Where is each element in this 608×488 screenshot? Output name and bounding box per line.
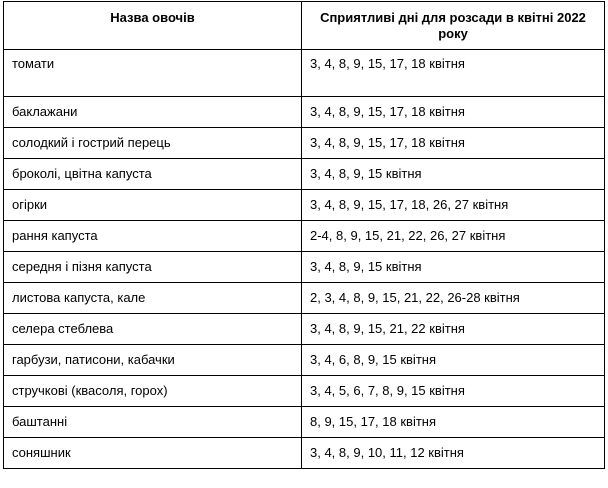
table-row — [4, 159, 605, 190]
header-vegetable-name: Назва овочів — [4, 2, 302, 50]
header-row — [4, 2, 605, 50]
days-cell: 3, 4, 8, 9, 15 квітня — [302, 252, 605, 283]
days-cell: 3, 4, 8, 9, 15, 17, 18 квітня — [302, 50, 605, 97]
days-cell: 2-4, 8, 9, 15, 21, 22, 26, 27 квітня — [302, 221, 605, 252]
vegetable-cell: соняшник — [4, 438, 302, 469]
header-favorable-days: Сприятливі дні для розсади в квітні 2022 року — [302, 2, 605, 50]
vegetable-cell: солодкий і гострий перець — [4, 128, 302, 159]
vegetable-cell: томати — [4, 50, 302, 97]
table-row — [4, 128, 605, 159]
table-row — [4, 314, 605, 345]
days-cell: 3, 4, 8, 9, 15 квітня — [302, 159, 605, 190]
days-cell: 3, 4, 8, 9, 15, 17, 18 квітня — [302, 128, 605, 159]
vegetable-cell: стручкові (квасоля, горох) — [4, 376, 302, 407]
table-row — [4, 438, 605, 469]
vegetable-cell: броколі, цвітна капуста — [4, 159, 302, 190]
days-cell: 3, 4, 6, 8, 9, 15 квітня — [302, 345, 605, 376]
days-cell: 3, 4, 5, 6, 7, 8, 9, 15 квітня — [302, 376, 605, 407]
table-row — [4, 376, 605, 407]
days-cell: 8, 9, 15, 17, 18 квітня — [302, 407, 605, 438]
table-row — [4, 50, 605, 97]
vegetable-cell: листова капуста, кале — [4, 283, 302, 314]
table-row — [4, 97, 605, 128]
table-row — [4, 221, 605, 252]
vegetable-cell: огірки — [4, 190, 302, 221]
vegetable-cell: баштанні — [4, 407, 302, 438]
days-cell: 3, 4, 8, 9, 10, 11, 12 квітня — [302, 438, 605, 469]
days-cell: 3, 4, 8, 9, 15, 17, 18 квітня — [302, 97, 605, 128]
table-row — [4, 252, 605, 283]
table-row — [4, 190, 605, 221]
days-cell: 3, 4, 8, 9, 15, 17, 18, 26, 27 квітня — [302, 190, 605, 221]
vegetable-cell: баклажани — [4, 97, 302, 128]
days-cell: 3, 4, 8, 9, 15, 21, 22 квітня — [302, 314, 605, 345]
vegetable-cell: середня і пізня капуста — [4, 252, 302, 283]
table-row — [4, 345, 605, 376]
vegetable-cell: селера стеблева — [4, 314, 302, 345]
vegetable-cell: рання капуста — [4, 221, 302, 252]
days-cell: 2, 3, 4, 8, 9, 15, 21, 22, 26-28 квітня — [302, 283, 605, 314]
table-row — [4, 283, 605, 314]
planting-days-table — [3, 1, 605, 469]
table-row — [4, 407, 605, 438]
vegetable-cell: гарбузи, патисони, кабачки — [4, 345, 302, 376]
